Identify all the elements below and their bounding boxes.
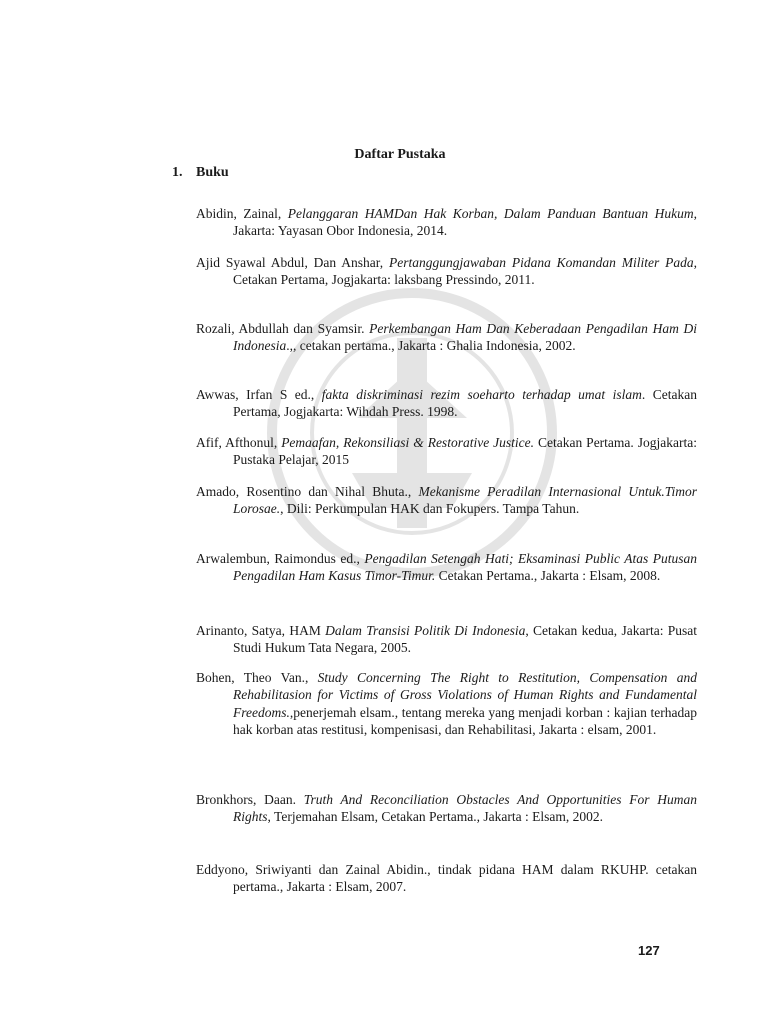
reference-publication: .,, cetakan pertama., Jakarta : Ghalia Indonesia, 2002.	[286, 338, 576, 354]
reference-authors: Ajid Syawal Abdul, Dan Anshar,	[196, 255, 389, 270]
reference-publication: Cetakan Pertama. Jogjakarta: Pustaka Pelajar, 2015	[233, 435, 697, 468]
reference-title: Perkembangan Ham Dan Keberadaan Pengadilan Ham Di Indonesia	[233, 321, 697, 354]
reference-publication: , Cetakan Pertama, Jogjakarta: laksbang Pressindo, 2011.	[233, 255, 697, 288]
reference-entry	[196, 434, 697, 469]
reference-title: Pelanggaran HAMDan Hak Korban, Dalam Panduan Bantuan Hukum	[287, 206, 694, 221]
reference-authors: Amado, Rosentino dan Nihal Bhuta.,	[196, 484, 419, 499]
reference-authors: Arwalembun, Raimondus ed.,	[196, 551, 365, 566]
reference-publication: , Terjemahan Elsam, Cetakan Pertama., Jakarta : Elsam, 2002.	[267, 809, 603, 825]
reference-title: Study Concerning The Right to Restitution, Compensation and Rehabilitasion for Victims of Gross Violations of Human Rights and Fundamental Freedoms.	[233, 670, 697, 720]
reference-publication: . Cetakan Pertama, Jogjakarta: Wihdah Press. 1998.	[233, 387, 698, 420]
section-number: 1.	[172, 165, 183, 180]
reference-entry	[196, 320, 697, 355]
reference-title: Truth And Reconciliation Obstacles And Opportunities For Human Rights	[233, 792, 697, 825]
reference-entry	[196, 483, 697, 518]
reference-authors: Bohen, Theo Van.,	[196, 670, 318, 685]
reference-title: fakta diskriminasi rezim soeharto terhadap umat islam	[321, 387, 642, 402]
reference-entry	[196, 622, 697, 657]
reference-title: Mekanisme Peradilan Internasional Untuk.Timor Lorosae.	[233, 484, 697, 517]
reference-authors: Afif, Afthonul,	[196, 435, 282, 450]
reference-authors: Rozali, Abdullah dan Syamsir.	[196, 321, 370, 336]
reference-authors: Bronkhors, Daan.	[196, 792, 304, 807]
section-title: Buku	[196, 165, 229, 180]
reference-authors: Awwas, Irfan S ed.,	[196, 387, 322, 402]
reference-entry	[196, 791, 697, 826]
reference-publication: ,penerjemah elsam., tentang mereka yang menjadi korban : kajian terhadap hak korban atas restitusi, kompenisasi, dan Rehabilitasi, Jakarta : elsam, 2001.	[233, 704, 697, 738]
reference-authors: Eddyono, Sriwiyanti dan Zainal Abidin., tindak pidana HAM dalam RKUHP. cetakan pertama., Jakarta : Elsam, 2007.	[196, 862, 697, 895]
reference-publication: , Cetakan kedua, Jakarta: Pusat Studi Hukum Tata Negara, 2005.	[233, 623, 698, 656]
reference-authors: Arinanto, Satya, HAM	[196, 623, 326, 638]
page-title: Daftar Pustaka	[354, 147, 446, 162]
reference-publication: Cetakan Pertama., Jakarta : Elsam, 2008.	[435, 568, 661, 584]
reference-entry	[196, 861, 697, 896]
reference-authors: Abidin, Zainal,	[196, 206, 288, 221]
reference-publication: , Dili: Perkumpulan HAK dan Fokupers. Tampa Tahun.	[280, 501, 580, 517]
reference-entry	[196, 550, 697, 585]
reference-title: Dalam Transisi Politik Di Indonesia	[325, 623, 526, 638]
reference-entry	[196, 669, 697, 739]
reference-title: Pengadilan Setengah Hati; Eksaminasi Public Atas Putusan Pengadilan Ham Kasus Timor-Timur.	[233, 551, 697, 584]
page-number: 127	[638, 943, 660, 958]
reference-publication: , Jakarta: Yayasan Obor Indonesia, 2014.	[233, 206, 698, 239]
section-heading	[172, 165, 229, 181]
reference-entry	[196, 254, 697, 289]
reference-title: Pertanggungjawaban Pidana Komandan Militer Pada	[388, 255, 694, 270]
reference-title: Pemaafan, Rekonsiliasi & Restorative Justice.	[281, 435, 535, 450]
reference-entry	[196, 205, 697, 240]
reference-entry	[196, 386, 697, 421]
